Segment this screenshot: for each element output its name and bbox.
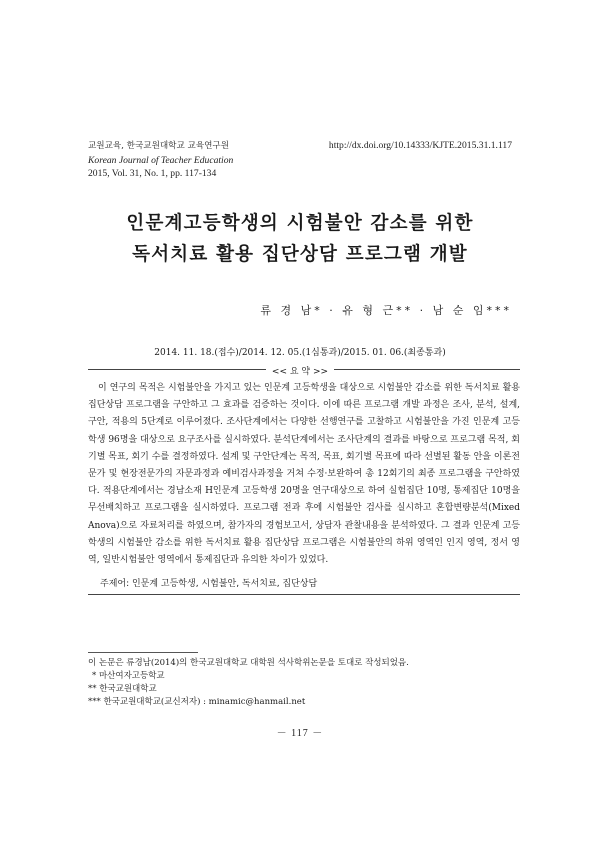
footnote-rule <box>88 652 198 653</box>
page-number: － 117 － <box>276 728 324 739</box>
paper-title <box>0 208 600 270</box>
doi-link[interactable]: http://dx.doi.org/10.14333/KJTE.2015.31.1.117 <box>328 140 512 151</box>
title-line-1: 인문계고등학생의 시험불안 감소를 위한 <box>126 213 474 234</box>
footnote-author-1: * 마산여자고등학교 <box>92 671 165 681</box>
journal-name-korean: 교원교육, 한국교원대학교 교육연구원 <box>88 141 230 151</box>
author-list: 류 경 남* · 유 형 근** · 남 순 임*** <box>260 304 512 317</box>
volume-info: 2015, Vol. 31, No. 1, pp. 117-134 <box>88 168 217 179</box>
title-line-2: 독서치료 활용 집단상담 프로그램 개발 <box>132 244 468 265</box>
review-dates: 2014. 11. 18.(접수)/2014. 12. 05.(1심통과)/2015. 01. 06.(최종통과) <box>154 348 446 358</box>
abstract-body: 이 연구의 목적은 시험불안을 가지고 있는 인문계 고등학생을 대상으로 시험불안 감소를 위한 독서치료 활용 집단상담 프로그램을 구안하고 그 효과를 검증하는 것이다. 이에 따른 프로그램 개발 과정은 조사, 분석, 설계, 구안, 적용의 5단계로 이루어졌다. 조사단계에서는 다양한 선행연구를 고찰하고 시험불안을 가진 인문계 고등학생 96명을 대상으로 요구조사를 실시하였다. 분석단계에서는 조사단계의 결과를 바탕으로 프로그램 목적, 회기별 목표, 회기 수를 결정하였다. 설계 및 구안단계는 목적, 목표, 회기별 목표에 따라 선별된 활동 안을 이론전문가 및 현장전문가의 자문과정과 예비검사과정을 거쳐 수정·보완하여 총 12회기의 최종 프로그램을 구안하였다. 적용단계에서는 경남소재 H인문계 고등학생 20명을 연구대상으로 하여 실험집단 10명, 통제집단 10명을 무선배치하고 프로그램을 실시하였다. 프로그램 전과 후에 시험불안 검사를 실시하고 혼합변량분석(Mixed Anova)으로 자료처리를 하였으며, 참가자의 경험보고서, 상담자 관찰내용을 분석하였다. 그 결과 인문계 고등학생의 시험불안 감소를 위한 독서치료 활용 집단상담 프로그램은 시험불안의 하위 영역인 인지 영역, 정서 영역, 일반시험불안 영역에서 통제집단과 유의한 차이가 있었다. <box>88 383 520 566</box>
abstract-label-text: << 요 약 >> <box>266 367 334 377</box>
footnote-author-2: ** 한국교원대학교 <box>88 684 157 694</box>
abstract-bottom-rule <box>88 594 520 595</box>
journal-name-english: Korean Journal of Teacher Education <box>88 154 234 166</box>
abstract-label <box>0 364 600 377</box>
keywords: 주제어: 인문계 고등학생, 시험불안, 독서치료, 집단상담 <box>100 579 318 589</box>
footnote-author-3: *** 한국교원대학교(교신저자) : minamic@hanmail.net <box>88 697 306 707</box>
journal-header <box>88 140 233 181</box>
footnote-source: 이 논문은 류경남(2014)의 한국교원대학교 대학원 석사학위논문을 토대로 작성되었음. <box>88 658 409 668</box>
